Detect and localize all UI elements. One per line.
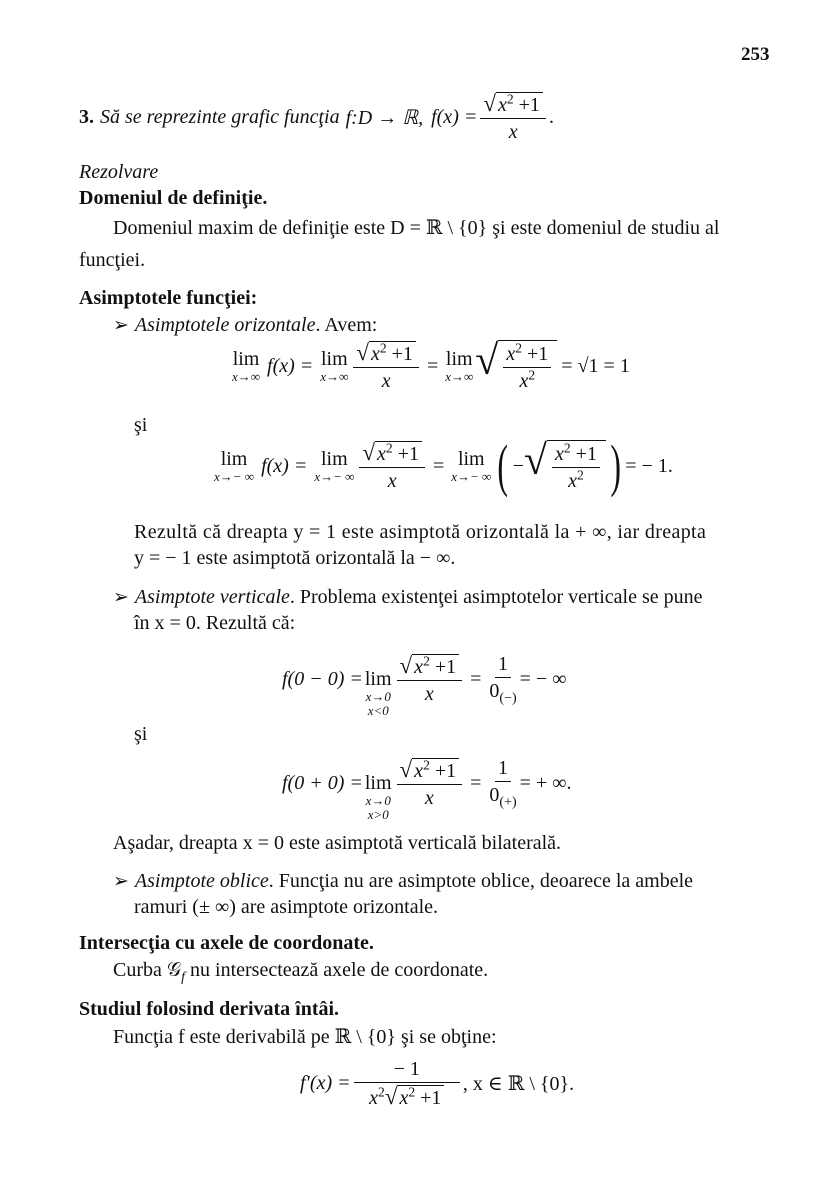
oblique-line-2: ramuri (± ∞) are asimptote orizontale.	[134, 896, 439, 918]
intersection-text: Curba 𝒢$_f$ nu intersectează axele de coordonate.	[113, 959, 489, 985]
formula-vertical-left: f(0 − 0) = lim x→0 x<0 √ $x^2 +1$ x = $\frac{1}{0_{(-)}}$ = − ∞	[282, 652, 567, 718]
problem-number: 3.	[79, 106, 94, 128]
derivative-text: Funcţia f este derivabilă pe ℝ \ {0} şi se obţine:	[113, 1026, 497, 1048]
derivative-title: Studiul folosind derivata întâi.	[79, 998, 340, 1020]
bullet-arrow-icon: ➢	[113, 871, 129, 892]
domain-text-2: funcţiei.	[79, 249, 146, 271]
asymptotes-title: Asimptotele funcţiei:	[79, 287, 258, 309]
conclusion-horizontal-2: y = − 1 este asimptotă orizontală la − ∞.	[134, 547, 456, 569]
rezolvare-label: Rezolvare	[79, 161, 159, 183]
bullet-arrow-icon: ➢	[113, 587, 129, 608]
formula-horizontal-minus: lim x→− ∞ f(x) = lim x→− ∞ √ $x^2 +1$ x = lim x→− ∞ ( − √ $\frac{x^2 +1}{x^2}$ ) = − 1.	[214, 432, 673, 498]
problem-statement: 3. Să se reprezinte grafic funcţia f:D → ℝ, f(x) = √ $x^2 +1$ x .	[79, 91, 554, 143]
bullet-arrow-icon: ➢	[113, 315, 129, 336]
vertical-conclusion: Aşadar, dreapta x = 0 este asimptotă verticală bilaterală.	[113, 832, 562, 854]
formula-derivative: f′(x) = − 1 $x^2$ √ $x^2 +1$ , x ∈ ℝ \ {0}.	[300, 1058, 575, 1109]
vertical-item: ➢ Asimptote verticale. Problema existenţei asimptotelor verticale se pune	[113, 586, 703, 608]
horizontal-item: ➢ Asimptotele orizontale. Avem:	[113, 314, 378, 336]
intersection-title: Intersecţia cu axele de coordonate.	[79, 932, 374, 954]
page-number: 253	[741, 44, 770, 65]
domain-text-1: Domeniul maxim de definiţie este D = ℝ \ {0} şi este domeniul de studiu al	[113, 217, 720, 239]
formula-vertical-right: f(0 + 0) = lim x→0 x>0 √ $x^2 +1$ x = $\frac{1}{0_{(+)}}$ = + ∞.	[282, 756, 572, 822]
and-word-2: şi	[134, 723, 148, 745]
problem-text: Să se reprezinte grafic funcţia	[100, 106, 340, 128]
formula-horizontal-plus: lim x→∞ f(x) = lim x→∞ √ $x^2 +1$ x = lim x→∞ √ $\frac{x^2 +1}{x^2}$ = √1 = 1	[232, 338, 630, 392]
oblique-item: ➢ Asimptote oblice. Funcţia nu are asimptote oblice, deoarece la ambele	[113, 870, 694, 892]
vertical-line-2: în x = 0. Rezultă că:	[134, 612, 296, 634]
domain-title: Domeniul de definiţie.	[79, 187, 268, 209]
function-lhs: f(x) =	[431, 106, 478, 128]
function-fraction: √ $x^2 +1$ x	[480, 92, 546, 143]
function-declaration: f:D → ℝ,	[345, 107, 424, 129]
conclusion-horizontal-1: Rezultă că dreapta y = 1 este asimptotă orizontală la + ∞, iar dreapta	[134, 521, 707, 543]
and-word-1: şi	[134, 414, 148, 436]
